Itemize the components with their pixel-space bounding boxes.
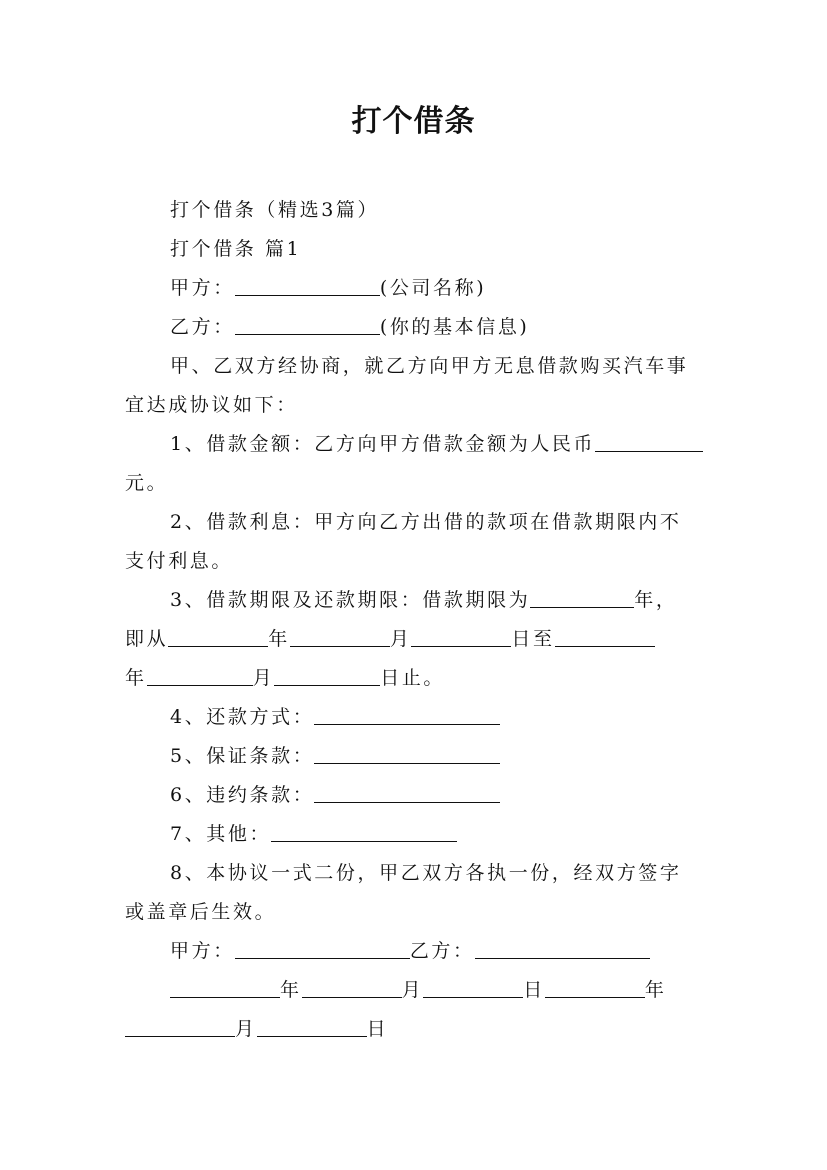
breach-blank bbox=[314, 783, 500, 803]
intro-line-1 bbox=[170, 353, 715, 379]
party-b-hint: (你的基本信息) bbox=[379, 316, 530, 338]
subtitle-text: 打个借条（精选3篇） bbox=[170, 199, 380, 221]
from-year-text: 年 bbox=[268, 628, 290, 650]
clause-2-text: 2、借款利息：甲方向乙方出借的款项在借款期限内不 bbox=[170, 511, 682, 533]
date-b-year-text: 年 bbox=[644, 979, 667, 1001]
clause-2-line bbox=[170, 509, 715, 535]
section-heading-line bbox=[170, 236, 715, 262]
clause-3-text: 3、借款期限及还款期限：借款期限为 bbox=[170, 589, 531, 611]
clause-8-cont-line bbox=[125, 899, 715, 925]
section-heading-text: 打个借条 篇1 bbox=[170, 238, 302, 260]
guarantee-blank bbox=[314, 744, 500, 764]
clause-3-end-line bbox=[125, 665, 715, 691]
intro-line-2 bbox=[125, 392, 715, 418]
date-b-day-blank bbox=[257, 1017, 367, 1037]
date-b-day-text: 日 bbox=[366, 1018, 389, 1040]
signature-line bbox=[170, 938, 715, 964]
subtitle-line bbox=[170, 197, 715, 223]
to-month-blank bbox=[147, 666, 253, 686]
term-blank bbox=[530, 588, 634, 608]
clause-2-cont-line bbox=[125, 548, 715, 574]
clause-6-text: 6、违约条款： bbox=[170, 784, 315, 806]
document-title: 打个借条 bbox=[351, 104, 476, 139]
intro-text-1: 甲、乙双方经协商，就乙方向甲方无息借款购买汽车事 bbox=[170, 355, 689, 377]
clause-1-cont-text: 元。 bbox=[125, 472, 169, 494]
to-year-blank bbox=[555, 627, 655, 647]
clause-3-line bbox=[170, 587, 715, 613]
from-day-blank bbox=[411, 627, 511, 647]
party-b-label: 乙方： bbox=[170, 316, 235, 338]
signature-a-blank bbox=[235, 939, 410, 959]
date-a-year-text: 年 bbox=[280, 979, 302, 1001]
date-line-2 bbox=[125, 1016, 715, 1042]
party-a-label: 甲方： bbox=[170, 277, 235, 299]
to-day-blank bbox=[274, 666, 380, 686]
clause-1-line bbox=[170, 431, 715, 457]
clause-4-line bbox=[170, 704, 715, 730]
clause-6-line bbox=[170, 782, 715, 808]
date-b-month-blank bbox=[125, 1017, 235, 1037]
clause-8-text: 8、本协议一式二份，甲乙双方各执一份，经双方签字 bbox=[170, 862, 682, 884]
signature-b-label: 乙方： bbox=[409, 940, 475, 962]
clause-5-line bbox=[170, 743, 715, 769]
clause-1-cont-line bbox=[125, 470, 715, 496]
from-month-text: 月 bbox=[389, 628, 412, 650]
date-b-year-blank bbox=[545, 978, 645, 998]
to-year-text: 年 bbox=[125, 667, 147, 689]
party-b-blank bbox=[235, 315, 380, 335]
amount-blank bbox=[595, 432, 703, 452]
date-line-1 bbox=[170, 977, 715, 1003]
clause-3-cont-line bbox=[125, 626, 715, 652]
clause-3-year-text: 年， bbox=[634, 589, 678, 611]
party-a-hint: (公司名称) bbox=[379, 277, 487, 299]
clause-8-cont-text: 或盖章后生效。 bbox=[125, 901, 277, 923]
party-a-blank bbox=[235, 276, 380, 296]
to-month-text: 月 bbox=[252, 667, 275, 689]
date-a-day-blank bbox=[423, 978, 523, 998]
from-text: 即从 bbox=[125, 628, 169, 650]
date-a-month-text: 月 bbox=[401, 979, 424, 1001]
clause-8-line bbox=[170, 860, 715, 886]
clause-5-text: 5、保证条款： bbox=[170, 745, 315, 767]
repayment-blank bbox=[314, 705, 500, 725]
to-day-text: 日止。 bbox=[380, 667, 446, 689]
date-b-month-text: 月 bbox=[235, 1018, 257, 1040]
party-a-line bbox=[170, 275, 715, 301]
other-blank bbox=[271, 822, 457, 842]
from-month-blank bbox=[290, 627, 390, 647]
signature-b-blank bbox=[475, 939, 650, 959]
from-year-blank bbox=[168, 627, 268, 647]
intro-text-2: 宜达成协议如下： bbox=[125, 394, 298, 416]
to-text: 日至 bbox=[511, 628, 555, 650]
clause-7-text: 7、其他： bbox=[170, 823, 272, 845]
date-a-month-blank bbox=[302, 978, 402, 998]
clause-2-cont-text: 支付利息。 bbox=[125, 550, 234, 572]
clause-4-text: 4、还款方式： bbox=[170, 706, 315, 728]
party-b-line bbox=[170, 314, 715, 340]
date-a-day-text: 日 bbox=[523, 979, 545, 1001]
clause-7-line bbox=[170, 821, 715, 847]
clause-1-text: 1、借款金额：乙方向甲方借款金额为人民币 bbox=[170, 433, 596, 455]
signature-a-label: 甲方： bbox=[170, 940, 235, 962]
date-a-year-blank bbox=[170, 978, 280, 998]
